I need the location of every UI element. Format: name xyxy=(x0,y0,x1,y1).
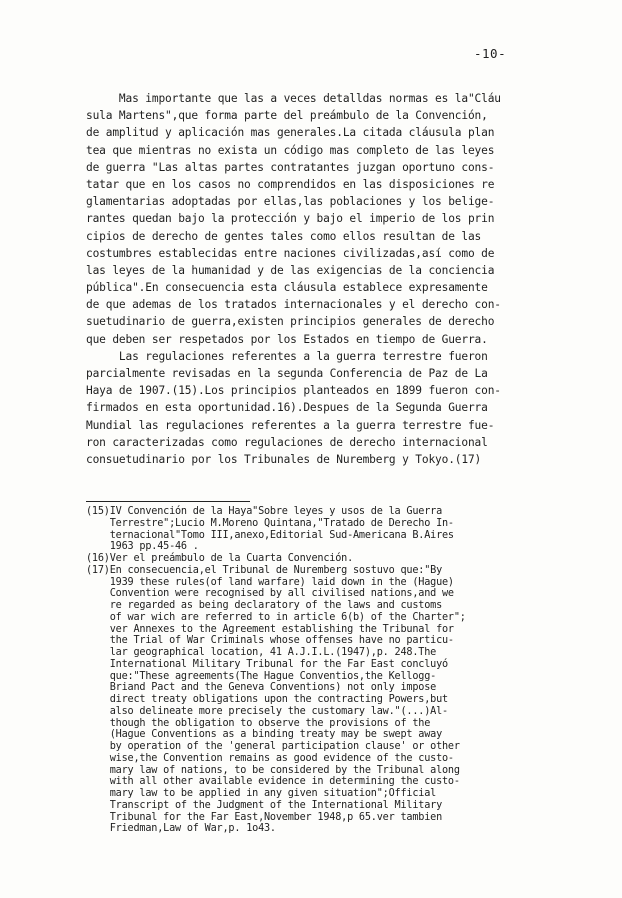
footnote-line: Briand Pact and the Geneva Conventions) not only impose xyxy=(86,682,437,694)
body-text-line: que deben ser respetados por los Estados en tiempo de Guerra. xyxy=(86,332,488,346)
footnote-line: by operation of the 'general participation clause' or other xyxy=(86,741,460,752)
footnote-line: also delineate more precisely the customary law."(...)Al- xyxy=(86,705,448,717)
footnote-line: though the obligation to observe the provisions of the xyxy=(86,717,431,729)
footnote-line: Terrestre";Lucio M.Moreno Quintana,"Tratado de Derecho In- xyxy=(86,517,454,529)
footnote-line: mary law to be applied in any given situation";Official xyxy=(86,788,437,799)
footnote-separator xyxy=(86,501,250,502)
footnote-line: 1939 these rules(of land warfare) laid down in the (Hague) xyxy=(86,576,454,588)
body-text-line: costumbres establecidas entre naciones civilizadas,así como de xyxy=(86,246,495,260)
body-text-line: de guerra "Las altas partes contratantes juzgan oportuno cons- xyxy=(86,160,495,174)
body-text-line: Mas importante que las a veces detalldas normas es la"Cláu xyxy=(86,92,501,105)
body-text-line: glamentarias adoptadas por ellas,las poblaciones y los belige- xyxy=(86,195,495,209)
footnote-line: ternacional"Tomo III,anexo,Editorial Sud-Americana B.Aires xyxy=(86,529,454,541)
footnote-line: (Hague Conventions as a binding treaty may be swept away xyxy=(86,729,443,741)
footnote-line: (15)IV Convención de la Haya"Sobre leyes y usos de la Guerra xyxy=(86,506,443,517)
page-number: -10- xyxy=(474,46,507,61)
body-text-line: Las regulaciones referentes a la guerra terrestre fueron xyxy=(86,349,488,363)
body-text-line: consuetudinario por los Tribunales de Nuremberg y Tokyo.(17) xyxy=(86,452,482,466)
body-text-line: tatar que en los casos no comprendidos en las disposiciones re xyxy=(86,177,495,191)
footnote-line: the Trial of War Criminals whose offenses have no particu- xyxy=(86,635,454,647)
body-text-line: sula Martens",que forma parte del preámbulo de la Convención, xyxy=(86,109,488,123)
body-text-line: firmados en esta oportunidad.16).Despues de la Segunda Guerra xyxy=(86,401,488,415)
footnote-line: (17)En consecuencia,el Tribunal de Nuremberg sostuvo que:"By xyxy=(86,564,443,576)
footnote-line: re regarded as being declaratory of the laws and customs xyxy=(86,600,443,611)
body-text-line: de que ademas de los tratados internacionales y el derecho con- xyxy=(86,298,501,312)
footnote-line: lar geographical location, 41 A.J.I.L.(1947),p. 248.The xyxy=(86,647,437,658)
footnote-line: direct treaty obligations upon the contracting Powers,but xyxy=(86,694,448,705)
body-text-line: cipios de derecho de gentes tales como ellos resultan de las xyxy=(86,229,482,243)
footnotes xyxy=(86,506,534,835)
footnote-line: (16)Ver el preámbulo de la Cuarta Convención. xyxy=(86,553,354,564)
footnote-line: 1963 pp.45-46 . xyxy=(86,541,199,553)
footnote-line: International Military Tribunal for the Far East concluyó xyxy=(86,658,448,670)
body-text-line: las leyes de la humanidad y de las exigencias de la conciencia xyxy=(86,263,495,277)
body-text-line: ron caracterizadas como regulaciones de derecho internacional xyxy=(86,435,488,449)
body-text-line: de amplitud y aplicación mas generales.La citada cláusula plan xyxy=(86,126,495,140)
footnote-line: ver Annexes to the Agreement establishing the Tribunal for xyxy=(86,623,454,635)
body-text-line: Haya de 1907.(15).Los principios planteados en 1899 fueron con- xyxy=(86,384,501,398)
footnote-line: wise,the Convention remains as good evidence of the custo- xyxy=(86,752,454,764)
body-text-line: parcialmente revisadas en la segunda Conferencia de Paz de La xyxy=(86,367,488,380)
main-text xyxy=(86,90,522,468)
footnote-line: Tribunal for the Far East,November 1948,p 65.ver tambien xyxy=(86,811,443,823)
footnote-line: Convention were recognised by all civilised nations,and we xyxy=(86,588,454,600)
footnote-line: que:"These agreements(The Hague Conventios,the Kellogg- xyxy=(86,670,437,682)
footnote-line: mary law of nations, to be considered by the Tribunal along xyxy=(86,764,460,776)
footnote-line: of war wich are referred to in article 6(b) of the Charter"; xyxy=(86,611,466,623)
body-text-line: pública".En consecuencia esta cláusula establece expresamente xyxy=(86,281,488,295)
footnote-line: Transcript of the Judgment of the International Military xyxy=(86,799,443,811)
body-text-line: tea que mientras no exista un código mas completo de las leyes xyxy=(86,143,495,157)
footnote-line: Friedman,Law of War,p. 1o43. xyxy=(86,823,276,835)
body-text-line: suetudinario de guerra,existen principios generales de derecho xyxy=(86,315,495,329)
footnote-line: with all other available evidence in determining the custo- xyxy=(86,776,460,788)
body-text-line: Mundial las regulaciones referentes a la guerra terrestre fue- xyxy=(86,418,495,432)
body-text-line: rantes quedan bajo la protección y bajo el imperio de los prin xyxy=(86,212,495,226)
